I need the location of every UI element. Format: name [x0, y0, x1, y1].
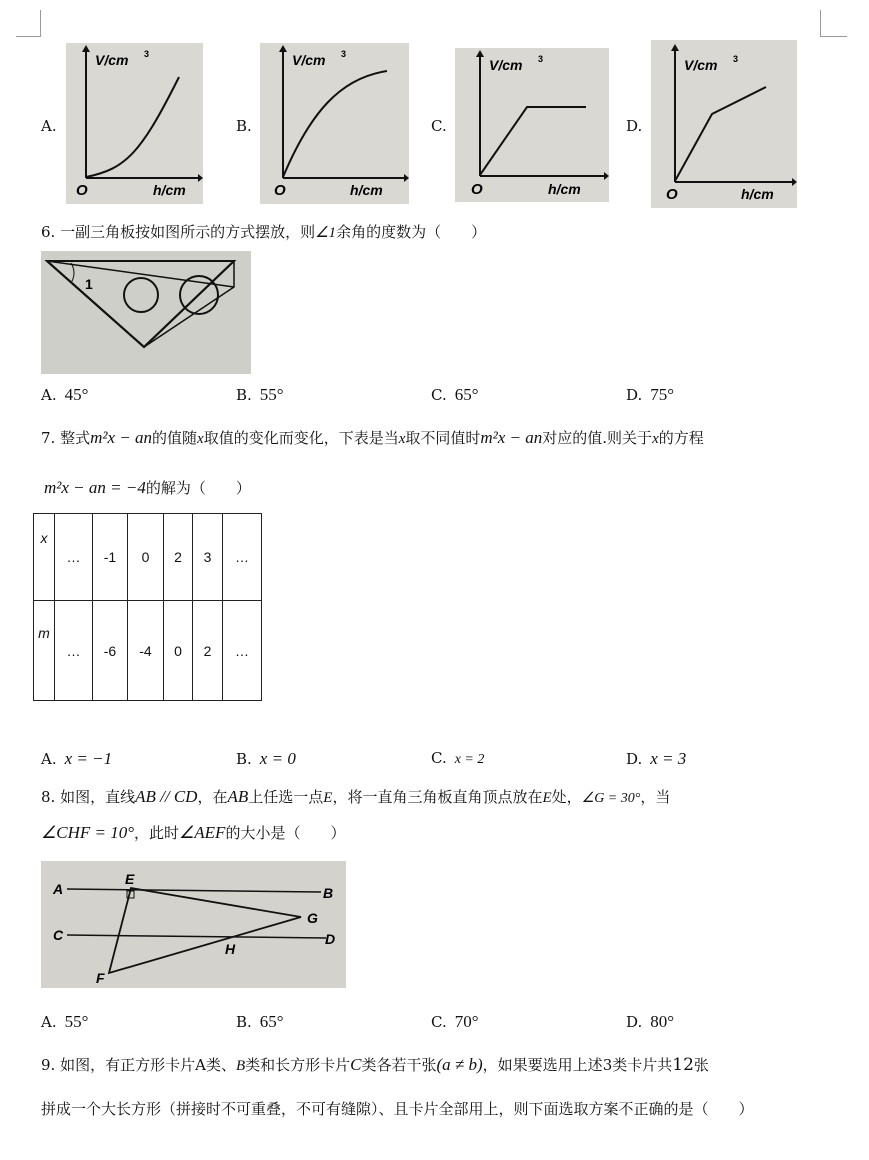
q6-option-c[interactable]: C. 65°	[431, 385, 479, 404]
q5-b-origin: O	[274, 182, 286, 199]
q7-table-header-x: x	[34, 514, 55, 601]
q8-option-a[interactable]: A. 55°	[41, 1012, 89, 1031]
table-cell: 0	[164, 601, 193, 701]
q6-text-before: 一副三角板按如图所示的方式摆放，则	[60, 223, 316, 241]
q7-question-line2: m²x − an = −4的解为（ ）	[44, 478, 251, 497]
q6-option-d[interactable]: D. 75°	[626, 385, 675, 404]
table-cell: …	[223, 514, 262, 601]
table-row	[34, 601, 262, 701]
q8-point-c: C	[53, 927, 64, 943]
q6-number: 6.	[41, 223, 56, 241]
q5-b-xlabel: h/cm	[350, 182, 383, 198]
q5-graph-d	[651, 40, 797, 208]
q5-d-xlabel: h/cm	[741, 186, 774, 202]
table-cell: …	[55, 514, 93, 601]
q8-point-g: G	[307, 910, 318, 926]
table-cell: …	[55, 601, 93, 701]
q8-option-b[interactable]: B. 65°	[236, 1012, 284, 1031]
q8-option-c[interactable]: C. 70°	[431, 1012, 479, 1031]
q5-c-ylabel-sup: 3	[538, 54, 544, 64]
table-cell: 2	[164, 514, 193, 601]
q7-option-c[interactable]: C. x = 2	[431, 749, 485, 767]
q9-question-line2: 拼成一个大长方形（拼接时不可重叠，不可有缝隙）、且卡片全部用上，则下面选取方案不正确的是（ ）	[41, 1100, 754, 1118]
table-cell: 2	[193, 601, 223, 701]
table-cell: …	[223, 601, 262, 701]
q5-graph-a	[66, 43, 203, 204]
corner-mark-right	[820, 10, 847, 37]
q7-value-table	[33, 513, 262, 701]
q6-figure-angle-label: 1	[85, 276, 93, 292]
q7-equation: m²x − an = −4	[44, 478, 146, 497]
table-cell: 0	[128, 514, 164, 601]
q5-c-ylabel: V/cm	[489, 57, 523, 73]
q5-b-ylabel-sup: 3	[341, 49, 347, 59]
q6-question	[41, 221, 486, 242]
q9-question-line1: 9. 如图，有正方形卡片A类、B类和长方形卡片C类各若干张(a ≠ b)，如果要选用上述3类卡片共12张	[41, 1055, 709, 1075]
q6-option-b[interactable]: B. 55°	[236, 385, 284, 404]
q7-option-a[interactable]: A. x = −1	[41, 749, 113, 768]
q6-figure	[41, 251, 251, 374]
q7-option-d[interactable]: D. x = 3	[626, 749, 687, 768]
q5-c-xlabel: h/cm	[548, 181, 581, 197]
q7-expression: m²x − an	[90, 428, 152, 447]
q8-point-b: B	[323, 885, 334, 901]
corner-mark-left	[16, 10, 41, 37]
q6-option-a[interactable]: A. 45°	[41, 385, 89, 404]
q5-d-ylabel-sup: 3	[733, 54, 739, 64]
q8-point-f: F	[96, 970, 105, 986]
q5-graph-c	[455, 48, 609, 202]
q5-d-origin: O	[666, 186, 678, 203]
table-cell: -1	[93, 514, 128, 601]
q5-b-ylabel: V/cm	[292, 52, 326, 68]
q5-option-c-label: C.	[431, 117, 447, 135]
q6-text-after: 余角的度数为（ ）	[336, 223, 487, 241]
q7-table-header-m: m	[34, 601, 55, 701]
q5-option-d-label: D.	[626, 117, 643, 135]
q8-point-a: A	[53, 881, 64, 897]
q8-point-h: H	[225, 941, 236, 957]
q6-angle: ∠1	[315, 225, 337, 241]
table-cell: -4	[128, 601, 164, 701]
q8-point-d: D	[325, 931, 336, 947]
q5-a-origin: O	[76, 182, 88, 199]
q5-c-origin: O	[471, 181, 483, 198]
table-cell: 3	[193, 514, 223, 601]
q8-option-d[interactable]: D. 80°	[626, 1012, 675, 1031]
q5-option-a-label: A.	[41, 117, 57, 135]
q5-a-ylabel: V/cm	[95, 52, 129, 68]
q8-question-line2: ∠CHF = 10°，此时∠AEF的大小是（ ）	[41, 823, 346, 842]
q7-question-line1: 7. 整式m²x − an的值随x取值的变化而变化，下表是当x取不同值时m²x − an对应的值.则关于x的方程	[41, 428, 704, 447]
q7-option-b[interactable]: B. x = 0	[236, 749, 296, 768]
q5-graph-b	[260, 43, 409, 204]
q5-option-b-label: B.	[236, 117, 252, 135]
q5-d-ylabel: V/cm	[684, 57, 718, 73]
q8-figure	[41, 861, 346, 988]
table-cell: -6	[93, 601, 128, 701]
q8-question-line1: 8. 如图，直线AB // CD，在AB上任选一点E，将一直角三角板直角顶点放在E处，∠G = 30°，当	[41, 787, 671, 806]
q8-point-e: E	[125, 871, 135, 887]
table-row	[34, 514, 262, 601]
q5-a-ylabel-sup: 3	[144, 49, 150, 59]
q9-number: 9.	[41, 1056, 56, 1074]
q5-a-xlabel: h/cm	[153, 182, 186, 198]
q7-number: 7.	[41, 429, 56, 447]
q8-number: 8.	[41, 788, 56, 806]
